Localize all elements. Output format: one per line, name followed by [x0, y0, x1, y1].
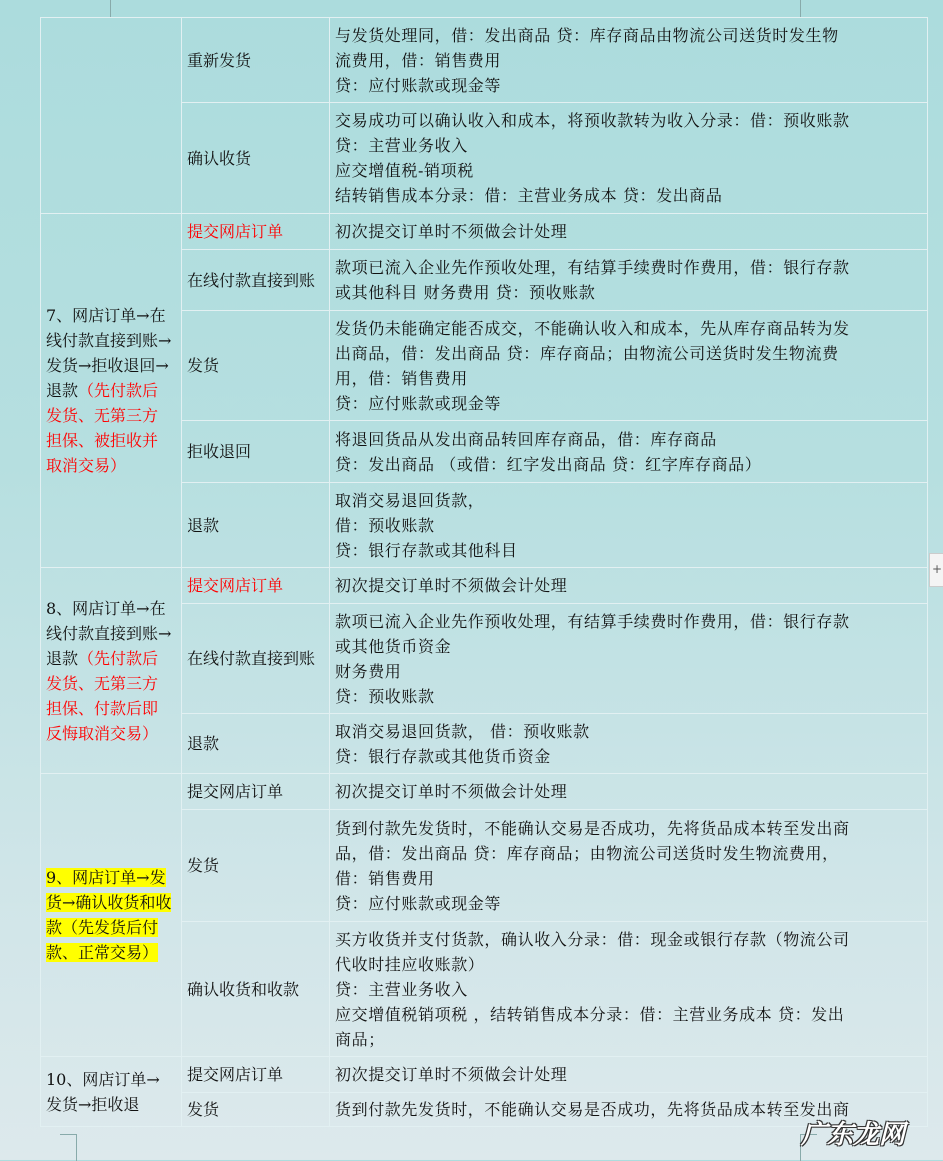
- entry-line: 品，借：发出商品 贷：库存商品；由物流公司送货时发生物流费用，: [335, 843, 839, 863]
- entry-line: 款项已流入企业先作预收处理，有结算手续费时作费用，借：银行存款: [335, 258, 850, 277]
- entry-line: 贷：应付账款或现金等: [335, 393, 502, 413]
- accounting-entry-cell: [330, 103, 928, 214]
- step-cell: [182, 250, 330, 311]
- accounting-entry-cell: [330, 311, 928, 421]
- entry-line: 流费用，借：销售费用: [335, 50, 502, 70]
- table-row: [41, 18, 928, 103]
- step-cell: [182, 714, 330, 774]
- accounting-entry-cell: [330, 714, 928, 774]
- entry-line: 借：预收账款: [335, 515, 435, 535]
- entry-line: 货到付款先发货时，不能确认交易是否成功，先将货品成本转至发出商: [335, 1100, 850, 1119]
- entry-line: 代收时挂应收账款）: [335, 954, 485, 974]
- entry-line: 财务费用: [335, 661, 402, 681]
- table-row: [41, 568, 928, 604]
- entry-line: 商品；: [335, 1029, 385, 1049]
- accounting-entry-cell: [330, 18, 928, 103]
- step-name: 确认收货: [187, 148, 252, 168]
- entry-line: 与发货处理同，借：发出商品 贷：库存商品由物流公司送货时发生物: [335, 25, 839, 45]
- scenario-title: 10、网店订单→发货→拒收退: [46, 1069, 160, 1114]
- entry-line: 初次提交订单时不须做会计处理: [335, 576, 568, 595]
- step-cell: [182, 483, 330, 568]
- entry-line: 取消交易退回货款，: [335, 490, 485, 510]
- step-cell: [182, 1093, 330, 1127]
- step-cell: [182, 568, 330, 604]
- step-name: 发货: [187, 1100, 220, 1119]
- accounting-entry-cell: [330, 483, 928, 568]
- table-row: [41, 774, 928, 810]
- accounting-entry-cell: [330, 604, 928, 714]
- step-name: 在线付款直接到账: [187, 270, 316, 290]
- step-cell: [182, 774, 330, 810]
- accounting-entry-cell: [330, 421, 928, 483]
- entry-line: 贷：主营业务收入: [335, 136, 468, 155]
- step-name: 提交网店订单: [187, 1065, 284, 1084]
- scenario-label-cell: [41, 1057, 182, 1127]
- step-name: 提交网店订单: [187, 782, 284, 801]
- entry-line: 取消交易退回货款， 借：预收账款: [335, 721, 590, 741]
- entry-line: 发货仍未能确定能否成交，不能确认收入和成本，先从库存商品转为发: [335, 318, 850, 338]
- entry-line: 出商品，借：发出商品 贷：库存商品；由物流公司送货时发生物流费: [335, 343, 839, 363]
- entry-line: 用，借：销售费用: [335, 368, 468, 388]
- accounting-entry-cell: [330, 774, 928, 810]
- accounting-entry-cell: [330, 1057, 928, 1093]
- entry-line: 贷：银行存款或其他货币资金: [335, 746, 551, 766]
- crop-mark: [800, 0, 801, 17]
- step-cell: [182, 604, 330, 714]
- crop-mark: [110, 0, 111, 17]
- accounting-entry-cell: [330, 214, 928, 250]
- step-cell: [182, 810, 330, 922]
- entry-line: 应交增值税-销项税: [335, 161, 474, 180]
- entry-line: 货到付款先发货时，不能确认交易是否成功，先将货品成本转至发出商: [335, 818, 850, 838]
- entry-line: 初次提交订单时不须做会计处理: [335, 222, 568, 241]
- step-name: 确认收货和收款: [187, 979, 300, 999]
- crop-mark: [60, 1134, 77, 1161]
- entry-line: 或其他科目 财务费用 贷：预收账款: [335, 283, 596, 302]
- accounting-entry-cell: [330, 810, 928, 922]
- step-name: 退款: [187, 515, 220, 535]
- accounting-entry-cell: [330, 250, 928, 311]
- accounting-entry-cell: [330, 922, 928, 1057]
- entry-line: 应交增值税销项税 ，结转销售成本分录：借：主营业务成本 贷：发出: [335, 1004, 845, 1024]
- step-cell: [182, 311, 330, 421]
- accounting-table: [40, 17, 928, 1127]
- entry-line: 初次提交订单时不须做会计处理: [335, 782, 568, 801]
- entry-line: 将退回货品从发出商品转回库存商品，借：库存商品: [335, 429, 717, 449]
- step-name: 发货: [187, 356, 220, 375]
- entry-line: 结转销售成本分录：借：主营业务成本 贷：发出商品: [335, 186, 723, 205]
- step-cell: [182, 922, 330, 1057]
- table-row: [41, 214, 928, 250]
- step-cell: [182, 214, 330, 250]
- step-name: 提交网店订单: [187, 222, 284, 241]
- entry-line: 款项已流入企业先作预收处理，有结算手续费时作费用，借：银行存款: [335, 611, 850, 631]
- scenario-note: （先付款后发货、无第三方担保、付款后即反悔取消交易）: [46, 648, 159, 743]
- step-cell: [182, 1057, 330, 1093]
- step-cell: [182, 18, 330, 103]
- scenario-title: 7、网店订单→在线付款直接到账→发货→拒收退回→退款: [46, 306, 172, 400]
- step-name: 提交网店订单: [187, 576, 284, 595]
- step-name: 拒收退回: [187, 442, 252, 461]
- scenario-label-cell: [41, 214, 182, 568]
- entry-line: 贷：发出商品 （或借：红字发出商品 贷：红字库存商品）: [335, 454, 762, 474]
- accounting-entry-cell: [330, 568, 928, 604]
- entry-line: 初次提交订单时不须做会计处理: [335, 1065, 568, 1084]
- scenario-title: 9、网店订单→发货→确认收货和收款（先发货后付款、正常交易）: [46, 868, 172, 962]
- step-name: 发货: [187, 856, 220, 875]
- entry-line: 交易成功可以确认收入和成本，将预收款转为收入分录：借：预收账款: [335, 111, 850, 130]
- entry-line: 借：销售费用: [335, 868, 435, 888]
- entry-line: 或其他货币资金: [335, 636, 452, 656]
- entry-line: 买方收货并支付货款，确认收入分录：借：现金或银行存款（物流公司: [335, 929, 850, 949]
- step-name: 在线付款直接到账: [187, 649, 316, 668]
- scenario-label-cell: [41, 568, 182, 774]
- table-row: [41, 1057, 928, 1093]
- step-name: 退款: [187, 734, 220, 753]
- entry-line: 贷：预收账款: [335, 686, 435, 706]
- entry-line: 贷：主营业务收入: [335, 979, 468, 999]
- side-expand-button[interactable]: +: [929, 553, 943, 587]
- scenario-note: （先付款后发货、无第三方担保、被拒收并取消交易）: [46, 381, 159, 475]
- entry-line: 贷：应付账款或现金等: [335, 75, 502, 95]
- scenario-label-cell: [41, 774, 182, 1057]
- step-cell: [182, 421, 330, 483]
- entry-line: 贷：应付账款或现金等: [335, 893, 502, 913]
- scenario-title: 8、网店订单→在线付款直接到账→退款: [46, 598, 172, 668]
- entry-line: 贷：银行存款或其他科目: [335, 540, 518, 560]
- scenario-label-cell: [41, 18, 182, 214]
- step-cell: [182, 103, 330, 214]
- watermark-logo: 广东龙网: [800, 1120, 905, 1150]
- step-name: 重新发货: [187, 50, 252, 70]
